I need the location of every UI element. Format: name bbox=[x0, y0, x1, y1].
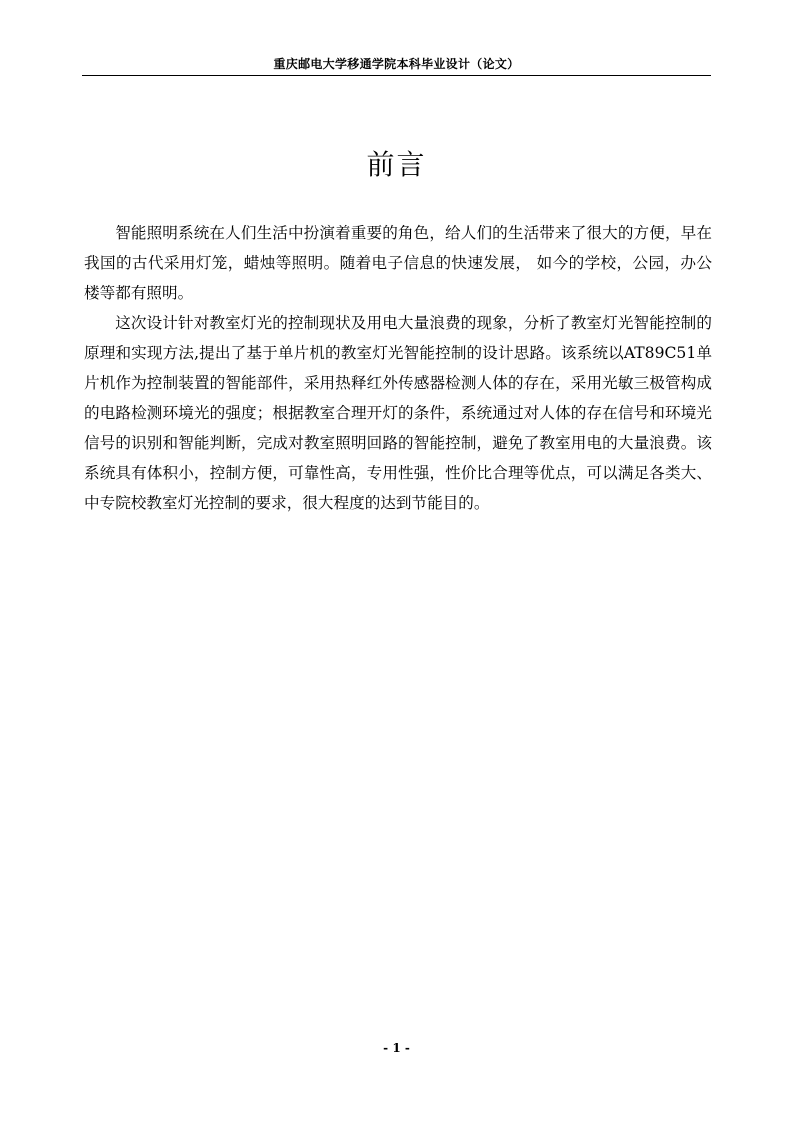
chapter-title: 前言 bbox=[366, 148, 427, 181]
page-header bbox=[82, 53, 711, 76]
paragraph-design: 这次设计针对教室灯光的控制现状及用电大量浪费的现象，分析了教室灯光智能控制的原理和实现方法,提出了基于单片机的教室灯光智能控制的设计思路。该系统以AT89C51单片机作为控制装置的智能部件，采用热释红外传感器检测人体的存在，采用光敏三极管构成的电路检测环境光的强度；根据教室合理开灯的条件，系统通过对人体的存在信号和环境光信号的识别和智能判断，完成对教室照明回路的智能控制，避免了教室用电的大量浪费。该系统具有体积小，控制方便，可靠性高，专用性强，性价比合理等优点，可以满足各类大、中专院校教室灯光控制的要求，很大程度的达到节能目的。 bbox=[84, 314, 712, 512]
page-number: - 1 - bbox=[383, 1041, 410, 1055]
paragraph-intro: 智能照明系统在人们生活中扮演着重要的角色，给人们的生活带来了很大的方便，早在我国的古代采用灯笼，蜡烛等照明。随着电子信息的快速发展， 如今的学校，公园，办公楼等都有照明。 bbox=[84, 224, 712, 302]
page-header-title: 重庆邮电大学移通学院本科毕业设计（论文） bbox=[273, 57, 520, 71]
body-text bbox=[84, 218, 712, 518]
